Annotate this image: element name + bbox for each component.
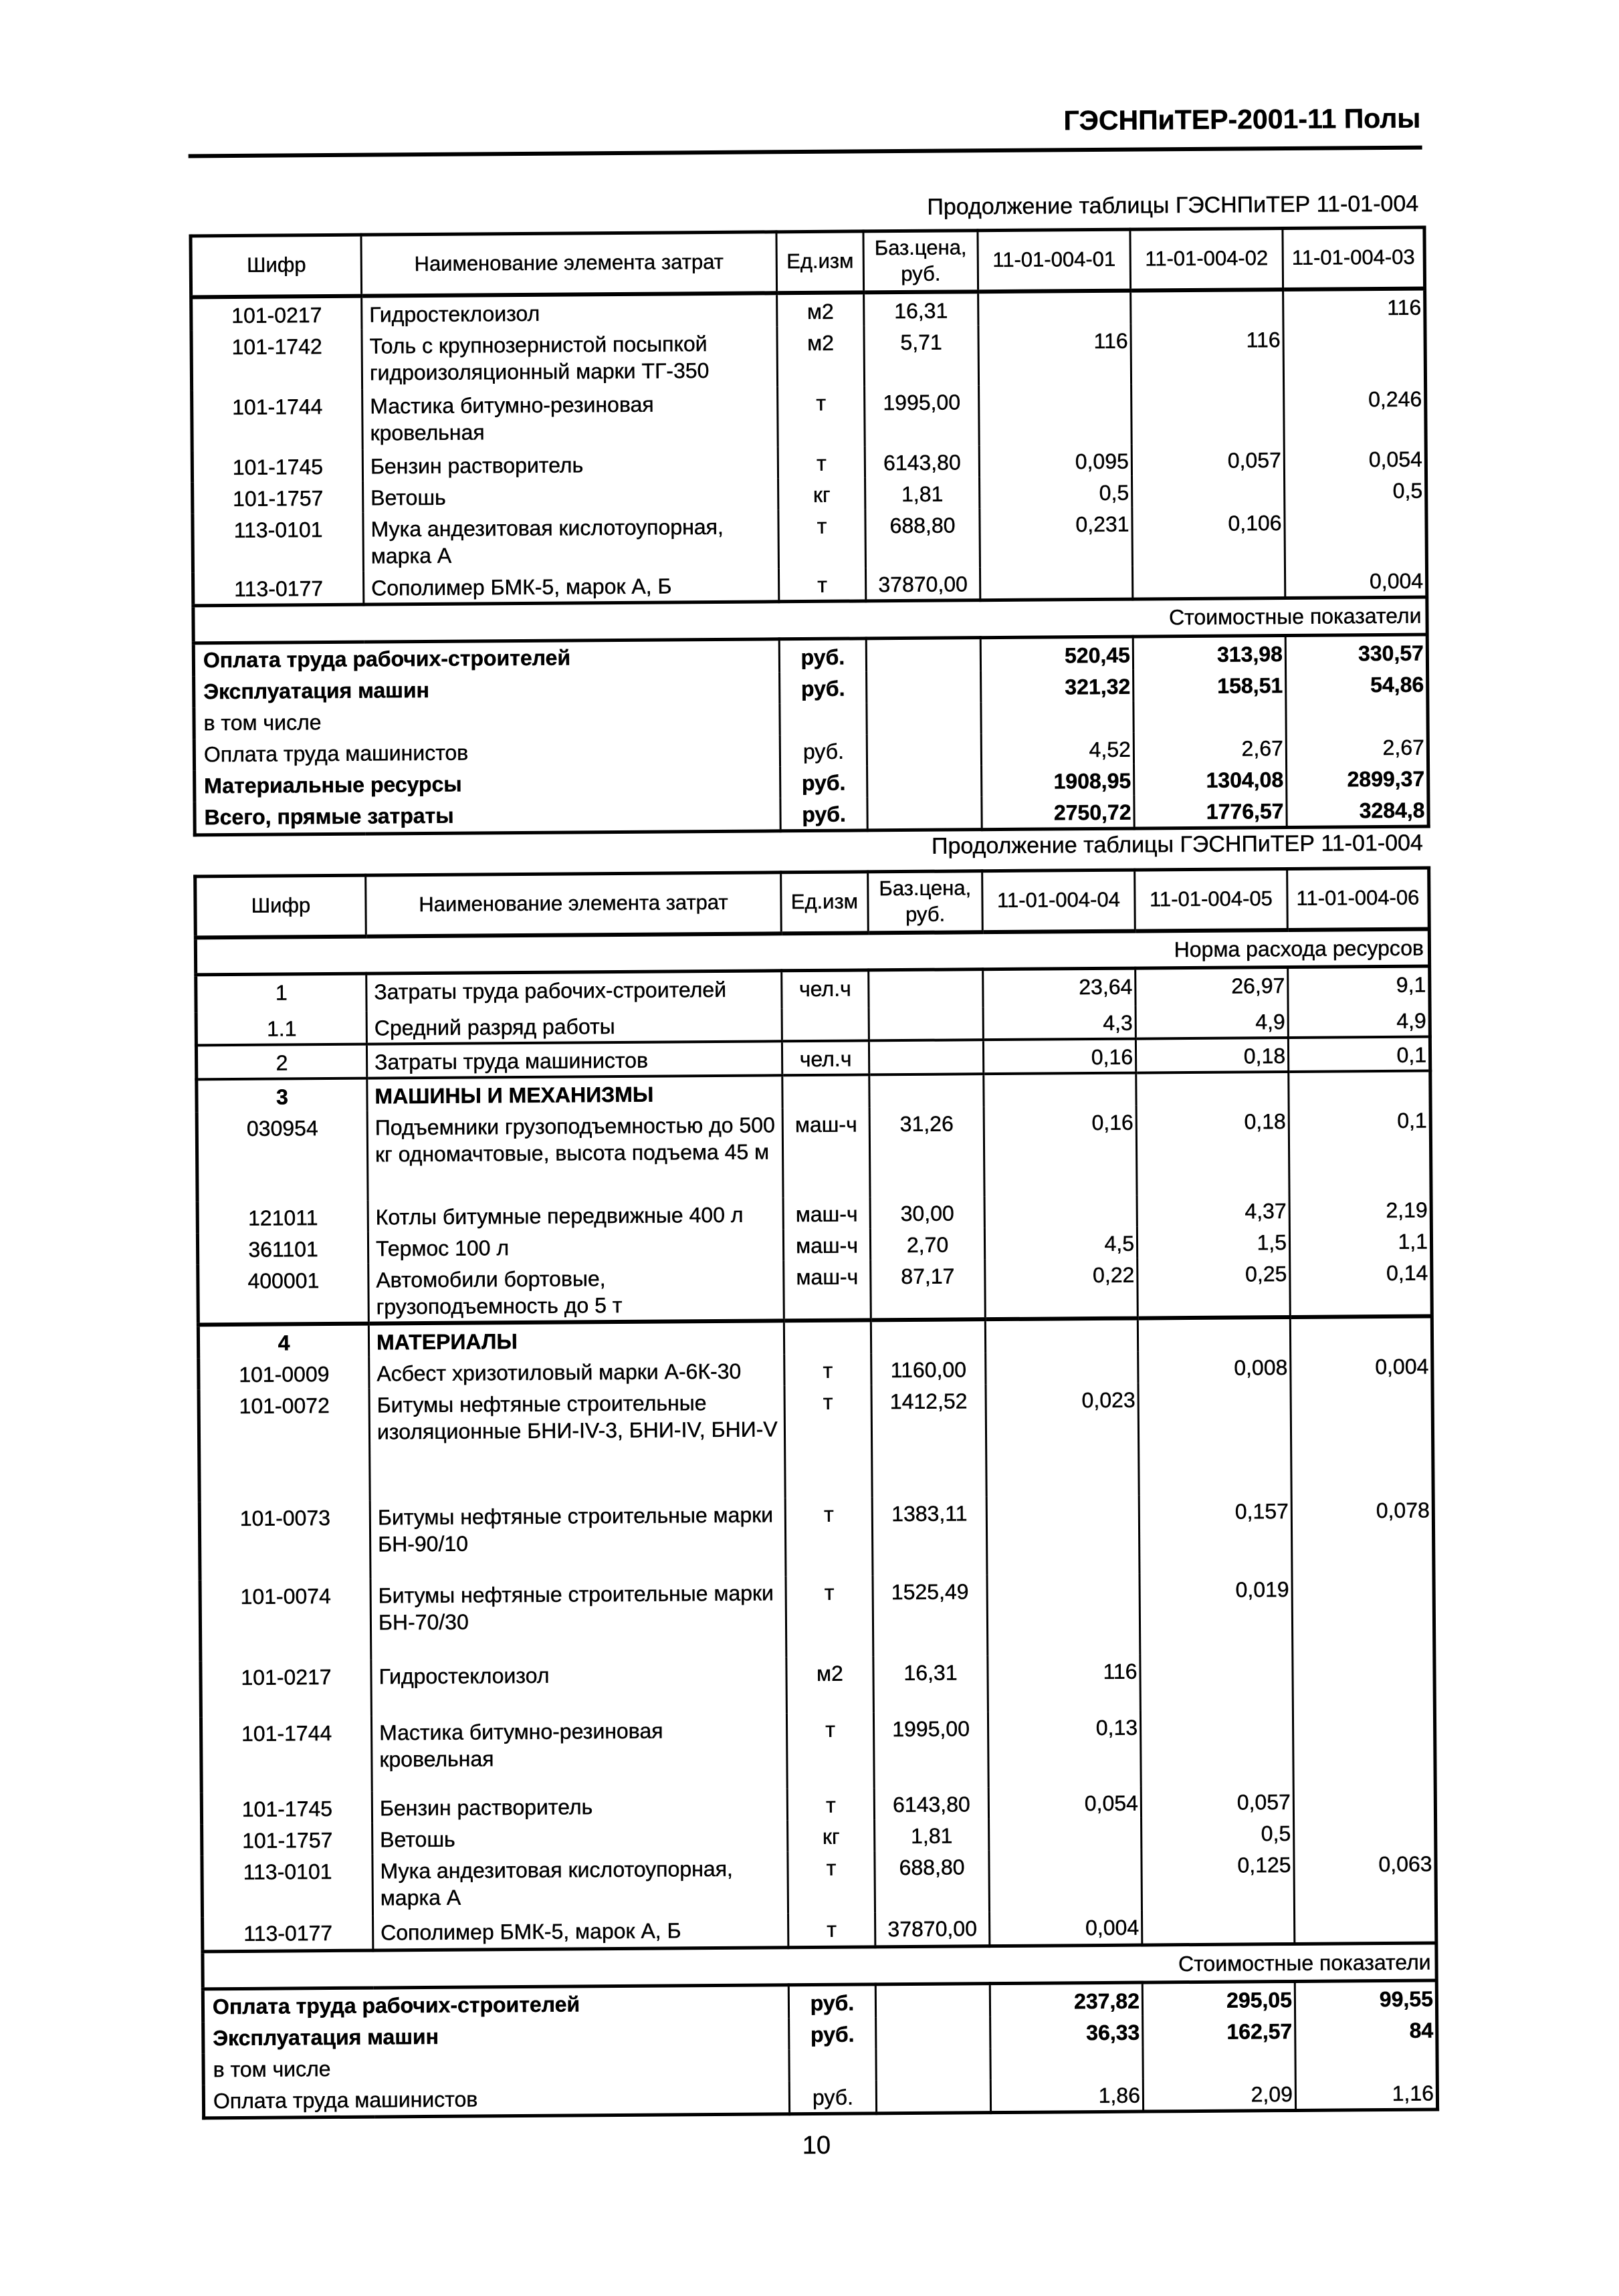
row-baseprice-cell: 1412,52 [871, 1384, 986, 1497]
row-unit-cell [782, 1008, 869, 1041]
summary-label-cell: Оплата труда машинистов [203, 2081, 789, 2118]
row-code-cell: 101-1744 [201, 1716, 372, 1793]
summary-value-cell-3: 54,86 [1286, 667, 1428, 699]
row-unit-cell: т [784, 1353, 871, 1385]
summary-value-cell-1 [981, 701, 1134, 733]
column-header: 11-01-004-03 [1283, 227, 1425, 289]
column-header: Баз.цена, руб. [868, 871, 983, 933]
row-value-cell-2: 26,97 [1136, 967, 1288, 1006]
row-value-cell-2: 0,157 [1139, 1494, 1292, 1573]
row-baseprice-cell: 87,17 [871, 1259, 986, 1320]
row-value-cell-3: 0,078 [1291, 1493, 1434, 1572]
summary-empty-cell [867, 796, 982, 830]
row-value-cell-2 [1132, 475, 1285, 507]
row-value-cell-1 [986, 1351, 1138, 1384]
row-name-cell: Ветошь [363, 478, 778, 512]
header-rule [189, 146, 1422, 158]
row-value-cell-2: 4,37 [1137, 1193, 1289, 1226]
row-unit-cell: кг [788, 1819, 875, 1851]
summary-value-cell-2: 1776,57 [1134, 794, 1287, 828]
summary-value-cell-1: 237,82 [990, 1982, 1142, 2017]
row-unit-cell: т [778, 446, 865, 478]
row-name-cell: Мастика битумно-резиновая кровельная [371, 1713, 787, 1791]
summary-empty-cell [876, 2017, 990, 2049]
row-value-cell-2: 0,008 [1138, 1350, 1291, 1383]
row-baseprice-cell: 6143,80 [874, 1787, 988, 1819]
summary-unit-cell: руб. [789, 2080, 876, 2113]
row-unit-cell: маш-ч [782, 1107, 870, 1197]
summary-value-cell-3: 84 [1295, 2013, 1437, 2045]
summary-unit-cell: руб. [789, 2017, 876, 2049]
summary-value-cell-2: 2,67 [1134, 731, 1286, 764]
table-row [191, 322, 1426, 390]
column-header: Наименование элемента затрат [361, 232, 777, 296]
row-baseprice-cell [869, 969, 983, 1008]
column-header: 11-01-004-01 [978, 229, 1131, 292]
row-unit-cell: т [785, 1497, 873, 1576]
row-value-cell-2 [1131, 383, 1285, 445]
row-value-cell-1 [978, 290, 1131, 325]
row-value-cell-3: 4,9 [1288, 1004, 1430, 1037]
row-value-cell-1: 0,231 [980, 507, 1133, 567]
summary-value-cell-1: 520,45 [980, 637, 1133, 671]
row-name-cell: Ветошь [372, 1820, 788, 1854]
row-baseprice-cell: 2,70 [870, 1228, 984, 1260]
summary-label-cell: Оплата труда рабочих-строителей [193, 639, 779, 676]
table-11-01-004-columns-04-06 [193, 867, 1439, 2120]
row-name-cell: Битумы нефтяные строительные марки БН-70/30 [370, 1576, 786, 1659]
summary-unit-cell: руб. [779, 638, 866, 671]
row-value-cell-1: 0,16 [983, 1038, 1136, 1074]
row-value-cell-2 [1138, 1381, 1291, 1495]
row-value-cell-2: 0,18 [1136, 1104, 1289, 1195]
summary-label-cell: в том числе [194, 703, 780, 739]
row-value-cell-3: 2,19 [1289, 1193, 1431, 1225]
summary-unit-cell: руб. [780, 797, 867, 830]
summary-empty-cell [867, 765, 982, 797]
row-name-cell: Толь с крупнозернистой посыпкой гидроизоляционный марки ТГ-350 [362, 326, 778, 389]
cost-band-label: Стоимостные показатели [193, 597, 1427, 643]
row-value-cell-1: 0,13 [988, 1710, 1141, 1787]
table-row [198, 1256, 1432, 1325]
summary-value-cell-1: 4,52 [981, 732, 1134, 765]
row-unit-cell: чел.ч [782, 970, 869, 1008]
header-row [195, 868, 1430, 937]
summary-value-cell-2: 1304,08 [1134, 763, 1287, 796]
summary-unit-cell: руб. [788, 1984, 875, 2018]
row-code-cell: 113-0101 [193, 512, 364, 572]
summary-empty-cell [867, 671, 981, 703]
summary-value-cell-2: 2,09 [1143, 2077, 1295, 2111]
row-value-cell-2 [1131, 290, 1283, 324]
row-code-cell: 101-0072 [199, 1388, 370, 1502]
summary-value-cell-2: 158,51 [1134, 669, 1286, 701]
row-name-cell: Сополимер БМК-5, марок А, Б [373, 1913, 788, 1950]
row-unit-cell [782, 1074, 869, 1108]
page-number: 10 [802, 2131, 831, 2160]
row-unit-cell: т [786, 1712, 874, 1789]
row-value-cell-1 [989, 1817, 1142, 1850]
row-unit-cell: т [778, 386, 865, 447]
row-value-cell-2 [1132, 565, 1285, 599]
row-name-cell: Асбест хризотиловый марки А-6К-30 [369, 1354, 784, 1388]
row-value-cell-2: 0,18 [1136, 1037, 1288, 1072]
row-code-cell: 030954 [197, 1111, 368, 1201]
summary-value-cell-3 [1295, 2045, 1437, 2077]
table2-continuation-caption: Продолжение таблицы ГЭСНПиТЕР 11-01-004 [931, 830, 1423, 859]
row-name-cell: Термос 100 л [368, 1229, 783, 1263]
row-value-cell-3: 9,1 [1288, 966, 1430, 1004]
row-baseprice-cell: 1995,00 [865, 385, 980, 446]
row-name-cell: Бензин растворитель [372, 1789, 787, 1823]
row-value-cell-3 [1292, 1571, 1434, 1653]
row-baseprice-cell: 1,81 [865, 477, 980, 509]
document-title: ГЭСНПиТЕР-2001-11 Полы [1063, 102, 1421, 136]
row-code-cell: 101-0217 [191, 296, 362, 330]
summary-value-cell-1: 1,86 [990, 2079, 1143, 2113]
column-header: Ед.изм [781, 872, 869, 933]
header-row [191, 227, 1425, 297]
column-header: 11-01-004-06 [1287, 868, 1430, 929]
row-unit-cell: т [788, 1912, 875, 1948]
row-code-cell: 101-1757 [202, 1823, 372, 1855]
row-value-cell-3 [1283, 322, 1426, 382]
row-unit-cell: т [784, 1385, 872, 1498]
row-value-cell-2 [1142, 1909, 1294, 1945]
summary-value-cell-2: 162,57 [1143, 2015, 1295, 2047]
row-value-cell-3 [1293, 1652, 1435, 1709]
row-unit-cell: м2 [777, 292, 864, 326]
row-value-cell-2: 0,057 [1131, 443, 1284, 476]
summary-value-cell-1 [990, 2047, 1143, 2080]
summary-value-cell-1: 36,33 [990, 2016, 1143, 2049]
row-value-cell-2 [1138, 1316, 1290, 1351]
row-code-cell: 101-0073 [199, 1500, 370, 1580]
column-header: Баз.цена, руб. [863, 231, 978, 292]
summary-value-cell-3: 1,16 [1295, 2076, 1437, 2110]
row-value-cell-1: 0,22 [985, 1258, 1138, 1319]
row-code-cell: 101-1744 [192, 389, 363, 451]
table-row [199, 1381, 1433, 1502]
row-baseprice-cell: 1383,11 [872, 1496, 987, 1575]
row-name-cell: Затраты труда рабочих-строителей [366, 971, 782, 1011]
table-row [192, 382, 1426, 451]
row-unit-cell: т [788, 1851, 875, 1913]
row-value-cell-1: 4,5 [984, 1226, 1137, 1259]
row-unit-cell: м2 [786, 1656, 874, 1713]
row-name-cell: Средний разряд работы [366, 1008, 782, 1044]
row-code-cell: 3 [197, 1078, 367, 1112]
table-row [199, 1493, 1434, 1580]
row-baseprice-cell: 16,31 [864, 292, 978, 326]
row-value-cell-1: 116 [978, 324, 1131, 385]
summary-unit-cell: руб. [780, 671, 867, 703]
table-row [202, 1847, 1436, 1917]
row-name-cell: Котлы битумные передвижные 400 л [368, 1197, 783, 1232]
row-value-cell-2 [1136, 1071, 1289, 1105]
summary-label-cell: Материальные ресурсы [195, 766, 780, 802]
column-header: Шифр [195, 875, 366, 937]
row-value-cell-2: 0,106 [1132, 506, 1285, 566]
row-value-cell-1 [987, 1573, 1140, 1655]
row-baseprice-cell: 16,31 [873, 1655, 988, 1712]
row-value-cell-1: 23,64 [983, 968, 1136, 1007]
row-value-cell-3: 1,1 [1289, 1224, 1431, 1256]
summary-value-cell-3: 99,55 [1295, 1980, 1436, 2015]
summary-value-cell-3: 2899,37 [1287, 762, 1428, 794]
summary-label-cell: в том числе [203, 2049, 789, 2085]
row-name-cell: Подъемники грузоподъемностью до 500 кг одномачтовые, высота подъема 45 м [367, 1108, 783, 1200]
summary-empty-cell [867, 733, 981, 766]
row-code-cell: 4 [198, 1323, 368, 1358]
row-value-cell-3 [1294, 1908, 1436, 1944]
row-name-cell: Мука андезитовая кислотоупорная, марка А [363, 509, 779, 571]
cost-band-label: Стоимостные показатели [203, 1943, 1436, 1989]
row-value-cell-1: 0,004 [990, 1910, 1142, 1946]
row-value-cell-1: 116 [988, 1654, 1141, 1712]
summary-empty-cell [876, 2079, 990, 2113]
summary-value-cell-2 [1134, 700, 1286, 733]
column-header: Наименование элемента затрат [366, 873, 782, 936]
column-header: 11-01-004-05 [1135, 869, 1288, 931]
row-code-cell: 101-1745 [201, 1791, 372, 1824]
table-11-01-004-columns-01-03 [189, 226, 1430, 836]
row-code-cell: 101-0074 [200, 1579, 371, 1661]
table-row [201, 1652, 1435, 1717]
summary-empty-cell [875, 1984, 990, 2018]
row-unit-cell: кг [778, 477, 865, 509]
row-value-cell-3: 0,14 [1290, 1256, 1432, 1316]
row-value-cell-3 [1293, 1708, 1435, 1785]
summary-value-cell-1: 2750,72 [982, 795, 1134, 829]
row-unit-cell: маш-ч [783, 1228, 870, 1260]
row-name-cell: Мука андезитовая кислотоупорная, марка А [372, 1851, 788, 1916]
row-value-cell-1: 4,3 [983, 1006, 1136, 1040]
table-row [197, 1103, 1431, 1201]
column-header: Шифр [191, 235, 362, 297]
summary-empty-cell [876, 2048, 990, 2080]
summary-label-cell: Эксплуатация машин [194, 672, 780, 707]
row-baseprice-cell: 1,81 [875, 1819, 989, 1851]
row-code-cell: 113-0177 [203, 1916, 373, 1952]
row-value-cell-3: 116 [1283, 288, 1425, 322]
summary-unit-cell: руб. [780, 734, 867, 766]
row-unit-cell: т [786, 1575, 873, 1657]
row-value-cell-3 [1285, 505, 1427, 564]
summary-value-cell-2 [1143, 2046, 1295, 2079]
row-value-cell-3 [1293, 1784, 1435, 1816]
row-value-cell-3: 0,054 [1284, 442, 1426, 474]
row-code-cell: 101-1745 [192, 449, 362, 482]
row-value-cell-3: 0,004 [1285, 564, 1426, 598]
row-name-cell: Гидростеклоизол [371, 1657, 787, 1716]
row-code-cell: 121011 [197, 1200, 368, 1233]
row-value-cell-1 [979, 384, 1132, 445]
summary-empty-cell [867, 702, 981, 734]
summary-value-cell-2: 313,98 [1133, 635, 1285, 669]
row-value-cell-1 [986, 1495, 1140, 1575]
row-value-cell-2: 0,125 [1142, 1847, 1295, 1910]
row-value-cell-1 [980, 566, 1132, 600]
row-value-cell-2 [1140, 1653, 1293, 1710]
row-value-cell-2: 0,5 [1142, 1816, 1294, 1849]
row-value-cell-2: 116 [1131, 323, 1284, 384]
row-value-cell-3 [1291, 1381, 1433, 1494]
row-name-cell: Сополимер БМК-5, марок А, Б [363, 568, 778, 604]
summary-value-cell-1: 321,32 [981, 669, 1134, 702]
row-value-cell-3 [1294, 1815, 1436, 1847]
table-row [200, 1571, 1434, 1661]
row-unit-cell: маш-ч [784, 1260, 871, 1321]
summary-value-cell-3 [1286, 699, 1428, 731]
row-unit-cell: т [778, 568, 865, 601]
row-value-cell-2: 1,5 [1137, 1225, 1289, 1258]
row-value-cell-1: 0,095 [979, 444, 1131, 477]
summary-value-cell-1: 1908,95 [982, 764, 1134, 796]
summary-value-cell-2: 295,05 [1142, 1981, 1295, 2015]
summary-label-cell: Всего, прямые затраты [195, 798, 780, 835]
row-unit-cell: т [778, 509, 866, 568]
row-value-cell-2: 0,057 [1141, 1785, 1293, 1817]
row-code-cell: 113-0101 [202, 1854, 373, 1917]
norm-band-label: Норма расхода ресурсов [195, 929, 1429, 975]
row-value-cell-3: 0,004 [1291, 1349, 1432, 1381]
row-code-cell: 2 [196, 1044, 366, 1079]
row-value-cell-2: 0,019 [1140, 1572, 1293, 1654]
summary-label-cell: Эксплуатация машин [203, 2018, 789, 2053]
row-code-cell: 101-0009 [199, 1357, 369, 1389]
row-value-cell-3: 0,246 [1284, 382, 1426, 443]
row-value-cell-3: 0,1 [1288, 1036, 1430, 1071]
row-code-cell: 101-1757 [193, 481, 363, 513]
row-baseprice-cell: 5,71 [864, 325, 979, 386]
summary-unit-cell: руб. [780, 766, 867, 798]
row-name-cell: Автомобили бортовые, грузоподъемность до 5 т [368, 1260, 784, 1323]
row-value-cell-1 [985, 1318, 1138, 1353]
row-baseprice-cell [869, 1074, 984, 1107]
summary-value-cell-3: 3284,8 [1287, 793, 1428, 827]
row-value-cell-1: 0,054 [988, 1786, 1141, 1819]
row-name-cell: МАТЕРИАЛЫ [368, 1321, 784, 1357]
row-name-cell: Гидростеклоизол [362, 293, 777, 329]
row-unit-cell: маш-ч [783, 1197, 870, 1229]
summary-unit-cell [780, 703, 867, 735]
row-baseprice-cell: 688,80 [865, 508, 980, 568]
row-value-cell-1 [984, 1195, 1137, 1228]
row-code-cell: 400001 [198, 1263, 369, 1325]
row-baseprice-cell: 6143,80 [865, 445, 979, 477]
row-value-cell-1: 0,5 [980, 475, 1132, 508]
row-baseprice-cell: 688,80 [875, 1850, 990, 1912]
table-row [193, 505, 1427, 572]
row-value-cell-1: 0,16 [984, 1105, 1137, 1196]
row-value-cell-2: 4,9 [1136, 1004, 1288, 1038]
row-value-cell-3: 0,063 [1294, 1847, 1436, 1909]
row-code-cell: 1 [196, 973, 366, 1012]
summary-value-cell-3: 2,67 [1286, 730, 1428, 762]
row-value-cell-3: 0,5 [1285, 473, 1426, 505]
summary-value-cell-3: 330,57 [1285, 635, 1427, 669]
row-baseprice-cell [871, 1319, 985, 1353]
row-unit-cell: чел.ч [782, 1040, 869, 1075]
row-code-cell: 101-1742 [191, 329, 362, 390]
row-value-cell-1 [989, 1849, 1142, 1912]
row-unit-cell: м2 [777, 326, 865, 386]
summary-unit-cell [789, 2049, 876, 2081]
table-row [201, 1708, 1435, 1793]
row-name-cell: Мастика битумно-резиновая кровельная [362, 386, 778, 449]
row-code-cell: 361101 [197, 1232, 368, 1264]
row-unit-cell: т [787, 1788, 874, 1820]
row-unit-cell [784, 1320, 871, 1354]
row-name-cell: МАШИНЫ И МЕХАНИЗМЫ [367, 1075, 782, 1111]
row-name-cell: Бензин растворитель [362, 447, 778, 481]
table1-continuation-caption: Продолжение таблицы ГЭСНПиТЕР 11-01-004 [927, 191, 1419, 220]
column-header: 11-01-004-02 [1130, 229, 1283, 291]
row-baseprice-cell: 31,26 [869, 1107, 984, 1197]
row-value-cell-2: 0,25 [1138, 1256, 1291, 1318]
row-code-cell: 1.1 [196, 1011, 366, 1045]
row-baseprice-cell: 30,00 [870, 1196, 984, 1228]
row-code-cell: 113-0177 [193, 571, 363, 605]
summary-label-cell: Оплата труда машинистов [194, 735, 780, 770]
column-header: 11-01-004-04 [982, 870, 1136, 932]
row-baseprice-cell: 37870,00 [865, 567, 980, 601]
row-baseprice-cell [869, 1040, 983, 1074]
row-baseprice-cell: 1525,49 [873, 1575, 988, 1656]
row-value-cell-3 [1290, 1316, 1432, 1350]
row-value-cell-1 [984, 1072, 1136, 1107]
row-code-cell: 101-0217 [201, 1659, 372, 1717]
row-value-cell-2 [1140, 1709, 1293, 1786]
row-name-cell: Затраты труда машинистов [366, 1041, 782, 1078]
row-baseprice-cell: 37870,00 [875, 1912, 990, 1947]
row-value-cell-3 [1289, 1070, 1430, 1104]
column-header: Ед.изм [776, 231, 864, 293]
summary-label-cell: Оплата труда рабочих-строителей [203, 1985, 788, 2023]
row-name-cell: Битумы нефтяные строительные изоляционные БНИ-IV-3, БНИ-IV, БНИ-V [369, 1385, 785, 1500]
row-baseprice-cell: 1995,00 [873, 1712, 988, 1788]
row-baseprice-cell [869, 1007, 983, 1040]
row-name-cell: Битумы нефтяные строительные марки БН-90/10 [370, 1498, 786, 1579]
row-value-cell-3: 0,1 [1289, 1103, 1431, 1193]
row-value-cell-1: 0,023 [986, 1383, 1139, 1496]
row-baseprice-cell: 1160,00 [871, 1353, 986, 1385]
summary-empty-cell [866, 637, 980, 671]
